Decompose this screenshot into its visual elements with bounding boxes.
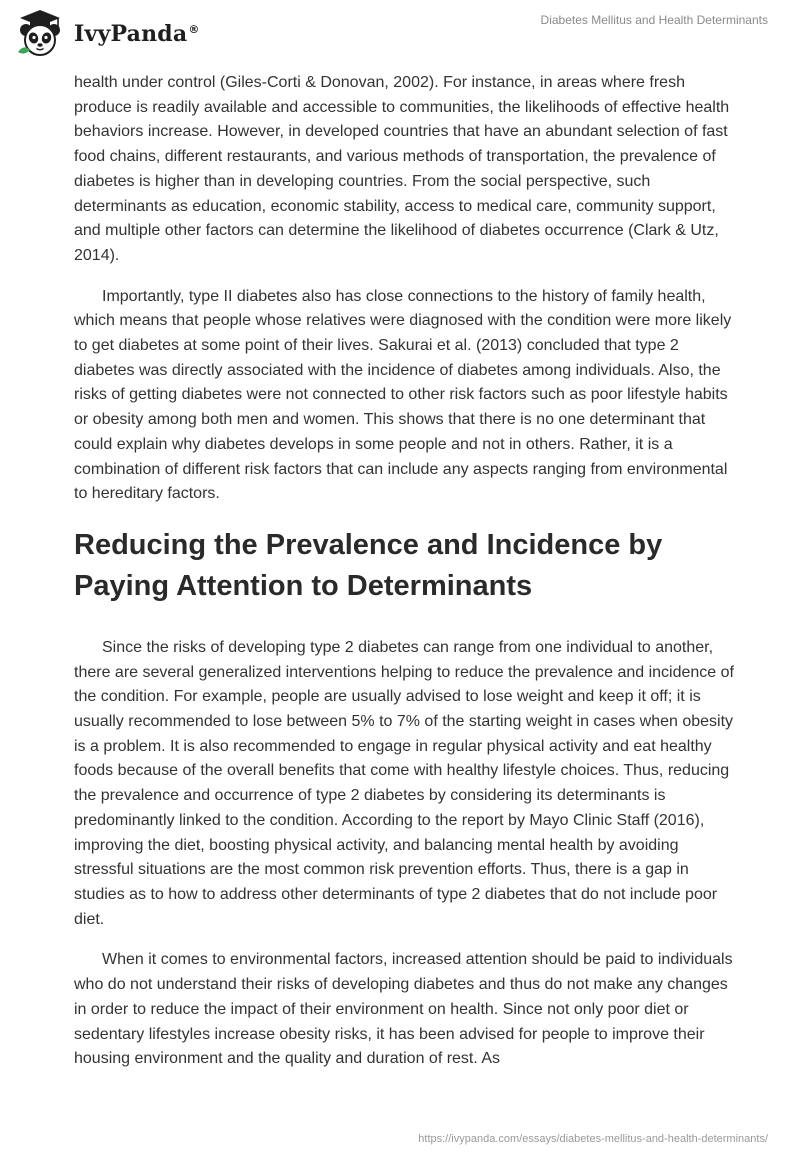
paragraph: When it comes to environmental factors, increased attention should be paid to individuals who do not understand their risks of developing diabetes and thus do not make any changes in order to reduce the impact of their environment on health. Since not only poor diet or sedentary lifestyles increase obesity risks, it has been advised for people to improve their housing environment and the quality and duration of rest. As	[74, 951, 733, 1068]
page-header	[0, 0, 800, 70]
source-url[interactable]: https://ivypanda.com/essays/diabetes-mellitus-and-health-determinants/	[418, 1133, 768, 1145]
essay-body	[74, 71, 734, 1088]
registered-mark: ®	[188, 22, 200, 36]
document-title: Diabetes Mellitus and Health Determinants	[540, 13, 768, 27]
paragraph: health under control (Giles-Corti & Donovan, 2002). For instance, in areas where fresh produce is readily available and accessible to communities, the likelihoods of effective health behaviors increase. However, in developed countries that have an abundant selection of fast food chains, different restaurants, and various methods of transportation, the prevalence of diabetes is higher than in developing countries. From the social perspective, such determinants as education, economic stability, access to medical care, community support, and multiple other factors can determine the likelihood of diabetes occurrence (Clark & Utz, 2014).	[74, 74, 730, 264]
panda-graduate-icon	[14, 8, 66, 60]
paragraph: Importantly, type II diabetes also has close connections to the history of family health, which means that people whose relatives were diagnosed with the condition were more likely to get diabetes at some point of their lives. Sakurai et al. (2013) concluded that type 2 diabetes was directly associated with the incidence of diabetes among individuals. Also, the risks of getting diabetes were not connected to other risk factors such as poor lifestyle habits or obesity among both men and women. This shows that there is no one determinant that could explain why diabetes develops in some people and not in others. Rather, it is a combination of different risk factors that can include any aspects ranging from environmental to hereditary factors.	[74, 287, 732, 503]
brand-name: IvyPanda®	[74, 21, 200, 47]
brand-logo[interactable]	[14, 8, 200, 60]
paragraph: Since the risks of developing type 2 diabetes can range from one individual to another, there are several generalized interventions helping to reduce the prevalence and incidence of the condition. For example, people are usually advised to lose weight and keep it off; it is usually recommended to lose between 5% to 7% of the starting weight in cases when obesity is a problem. It is also recommended to engage in regular physical activity and eat healthy foods because of the overall benefits that come with healthy lifestyle choices. Thus, reducing the prevalence and occurrence of type 2 diabetes by considering its determinants is predominantly linked to the condition. According to the report by Mayo Clinic Staff (2016), improving the diet, boosting physical activity, and balancing mental health by avoiding stressful situations are the most common risk prevention efforts. Thus, there is a gap in studies as to how to address other determinants of type 2 diabetes that do not include poor diet.	[74, 638, 734, 928]
section-heading: Reducing the Prevalence and Incidence by Paying Attention to Determinants	[74, 528, 663, 602]
